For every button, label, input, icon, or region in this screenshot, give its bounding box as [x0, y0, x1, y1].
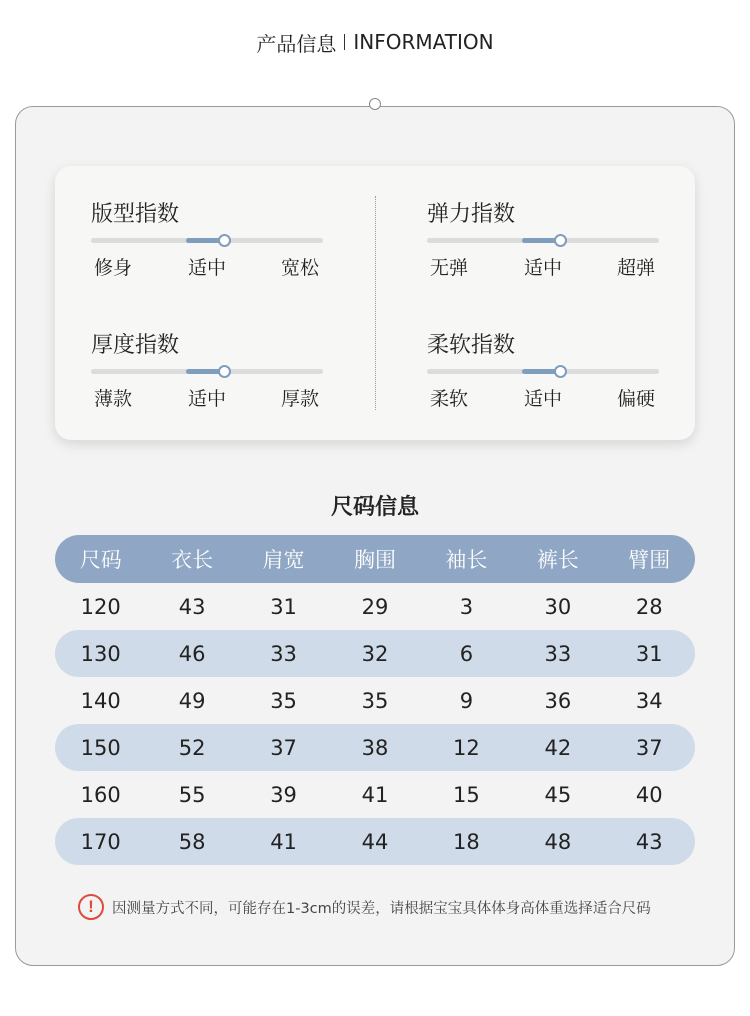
table-cell: 31 [270, 594, 297, 619]
table-cell: 55 [178, 782, 206, 807]
table-cell: 32 [361, 641, 389, 666]
size-table-header [55, 535, 695, 583]
index-slider-track [91, 238, 323, 243]
index-title: 版型指数 [91, 202, 180, 227]
table-cell: 41 [361, 782, 389, 807]
index-slider-knob [218, 365, 231, 378]
table-cell: 37 [635, 735, 663, 760]
index-option: 宽松 [281, 257, 320, 279]
header-cell: 尺码 [79, 548, 122, 572]
size-table [55, 535, 695, 865]
table-cell: 36 [544, 688, 572, 713]
table-cell: 44 [361, 829, 389, 854]
index-slider-track [91, 369, 323, 374]
index-option-selected: 适中 [524, 388, 563, 410]
table-cell: 34 [635, 688, 663, 713]
table-cell: 40 [635, 782, 663, 807]
table-cell: 28 [635, 594, 663, 619]
table-cell: 160 [80, 782, 121, 807]
table-row [55, 771, 695, 818]
table-row [55, 630, 695, 677]
header-cell: 衣长 [171, 548, 214, 572]
table-cell: 29 [361, 594, 389, 619]
index-option-selected: 适中 [524, 257, 563, 279]
index-fit [91, 197, 331, 307]
index-thickness [91, 328, 331, 438]
table-row [55, 677, 695, 724]
index-option: 薄款 [94, 388, 133, 410]
table-cell: 42 [544, 735, 572, 760]
table-cell: 43 [178, 594, 206, 619]
index-title: 厚度指数 [91, 333, 180, 358]
table-row [55, 583, 695, 630]
index-slider-knob [218, 234, 231, 247]
exclamation-circle-icon: ! [78, 894, 104, 920]
table-cell: 3 [459, 594, 474, 619]
measurement-notice [78, 893, 651, 921]
header-cell: 肩宽 [262, 548, 305, 572]
size-table-title: 尺码信息 [330, 495, 419, 520]
index-elasticity [427, 197, 667, 307]
index-option: 厚款 [281, 388, 320, 410]
table-cell: 46 [178, 641, 206, 666]
header-cell: 臂围 [628, 548, 671, 572]
table-cell: 41 [270, 829, 297, 854]
table-cell: 120 [80, 594, 121, 619]
header-cell: 裤长 [536, 548, 579, 572]
table-cell: 48 [544, 829, 572, 854]
table-cell: 52 [178, 735, 206, 760]
index-divider [375, 196, 376, 410]
table-cell: 12 [453, 735, 480, 760]
table-cell: 38 [361, 735, 389, 760]
table-cell: 43 [635, 829, 663, 854]
page-header [0, 28, 750, 56]
table-cell: 130 [80, 641, 121, 666]
table-cell: 150 [80, 735, 121, 760]
table-cell: 170 [80, 829, 121, 854]
notice-text: 因测量方式不同，可能存在1-3cm的误差，请根据宝宝具体体身高体重选择适合尺码 [112, 900, 651, 917]
index-option: 偏硬 [617, 388, 656, 410]
table-cell: 45 [544, 782, 572, 807]
header-title-cn: 产品信息 [256, 31, 337, 56]
index-option: 柔软 [430, 388, 469, 410]
index-option-selected: 适中 [188, 257, 227, 279]
table-row [55, 818, 695, 865]
index-option: 超弹 [617, 257, 656, 279]
table-cell: 35 [270, 688, 297, 713]
index-softness [427, 328, 667, 438]
index-option: 修身 [94, 257, 133, 279]
frame-notch-dot [369, 98, 381, 110]
index-slider-knob [554, 365, 567, 378]
header-title-en: INFORMATION [353, 30, 494, 54]
index-title: 柔软指数 [427, 333, 516, 358]
table-cell: 140 [80, 688, 121, 713]
table-cell: 58 [178, 829, 206, 854]
header-separator [344, 34, 345, 50]
table-row [55, 724, 695, 771]
index-slider-track [427, 238, 659, 243]
table-cell: 30 [544, 594, 572, 619]
table-cell: 18 [453, 829, 480, 854]
index-slider-track [427, 369, 659, 374]
index-title: 弹力指数 [427, 202, 516, 227]
table-cell: 49 [178, 688, 206, 713]
table-cell: 15 [453, 782, 480, 807]
index-option: 无弹 [430, 257, 469, 279]
table-cell: 9 [459, 688, 474, 713]
table-cell: 33 [270, 641, 297, 666]
index-option-selected: 适中 [188, 388, 227, 410]
table-cell: 33 [544, 641, 572, 666]
table-cell: 39 [270, 782, 297, 807]
table-cell: 6 [459, 641, 474, 666]
table-cell: 31 [635, 641, 663, 666]
header-cell: 胸围 [353, 548, 396, 572]
index-slider-knob [554, 234, 567, 247]
table-cell: 37 [270, 735, 297, 760]
table-cell: 35 [361, 688, 389, 713]
header-cell: 袖长 [445, 548, 488, 572]
